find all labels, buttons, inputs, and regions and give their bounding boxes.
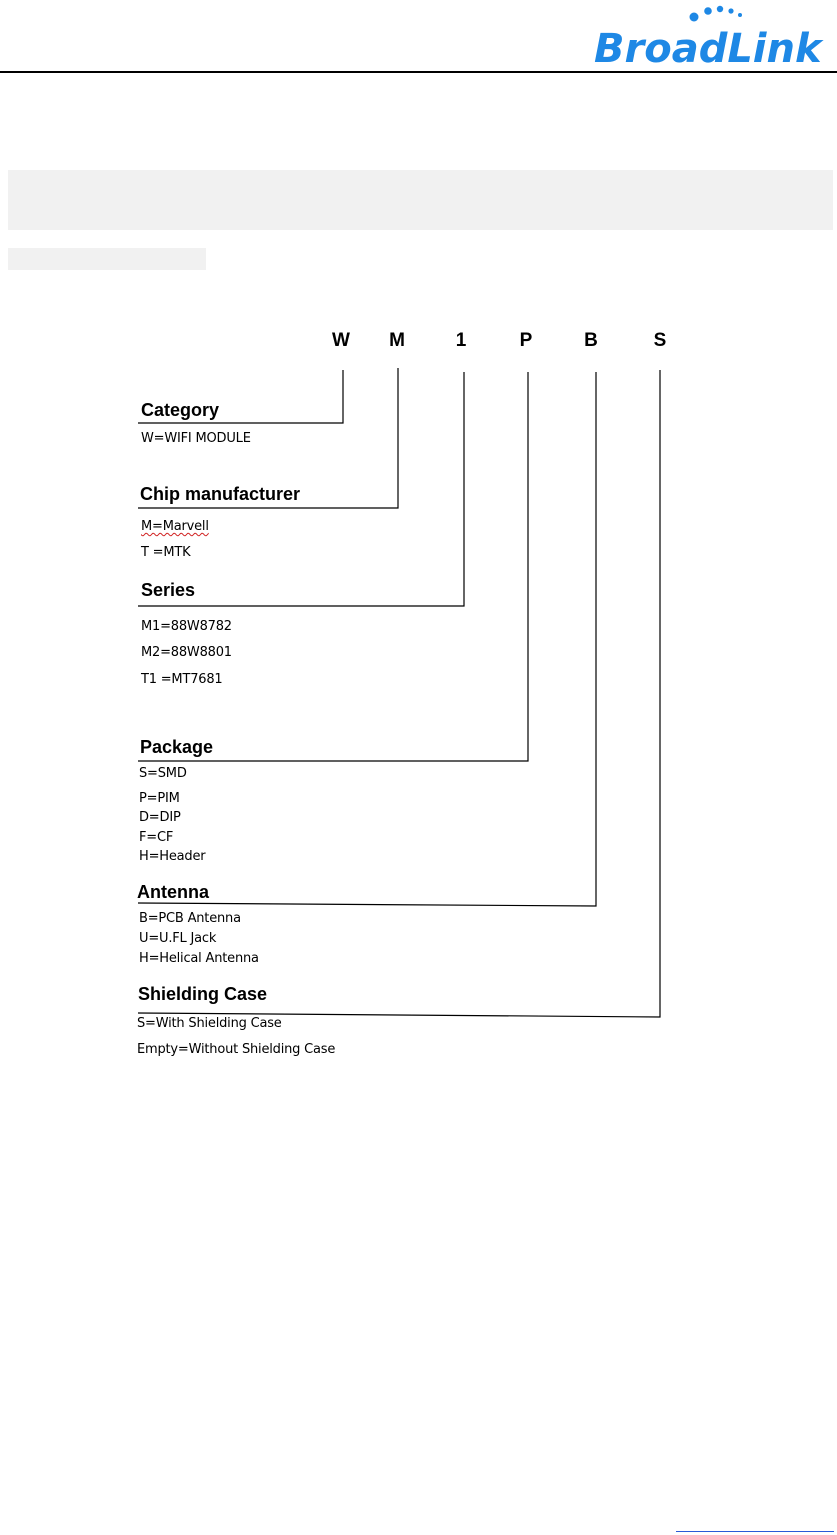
code-letter-chip: M [389, 330, 405, 351]
antenna-item: B=PCB Antenna [139, 911, 241, 926]
antenna-item: U=U.FL Jack [139, 931, 217, 946]
series-item: M1=88W8782 [141, 619, 232, 634]
code-letter-package: P [519, 330, 533, 351]
package-item: P=PIM [139, 791, 180, 806]
blurred-text-band [8, 170, 833, 230]
shielding-item: Empty=Without Shielding Case [137, 1042, 336, 1057]
code-letter-shielding: S [653, 330, 667, 351]
logo-dot [704, 7, 712, 15]
blurred-text-band [8, 248, 206, 270]
code-letter-series: 1 [455, 330, 467, 351]
logo-dot [690, 13, 699, 22]
chip-item [141, 519, 209, 534]
code-letter-category: W [332, 330, 350, 351]
section-title-chip: Chip manufacturer [140, 484, 301, 504]
section-title-shielding: Shielding Case [138, 984, 268, 1004]
series-item: M2=88W8801 [141, 645, 232, 660]
footer-link-underline[interactable] [676, 1531, 834, 1532]
section-title-category: Category [141, 400, 220, 420]
series-item: T1 =MT7681 [141, 672, 223, 687]
connector-antenna [138, 372, 596, 906]
chip-item-text: M=Marvell [141, 519, 209, 534]
antenna-item: H=Helical Antenna [139, 951, 259, 966]
shielding-item: S=With Shielding Case [137, 1016, 282, 1031]
header-divider [0, 71, 837, 73]
code-letter-antenna: B [584, 330, 598, 351]
section-title-package: Package [140, 737, 214, 757]
package-item: D=DIP [139, 810, 181, 825]
package-item: H=Header [139, 849, 206, 864]
package-item: F=CF [139, 830, 174, 845]
category-item: W=WIFI MODULE [141, 431, 251, 446]
logo-text: BroadLink [594, 26, 822, 70]
logo-dot [738, 13, 742, 17]
logo-dot [717, 6, 723, 12]
logo-dot [728, 8, 733, 13]
brand-logo [590, 0, 835, 70]
chip-item: T =MTK [141, 545, 191, 560]
package-item: S=SMD [139, 766, 187, 781]
section-title-antenna: Antenna [137, 882, 209, 902]
section-title-series: Series [141, 580, 196, 600]
